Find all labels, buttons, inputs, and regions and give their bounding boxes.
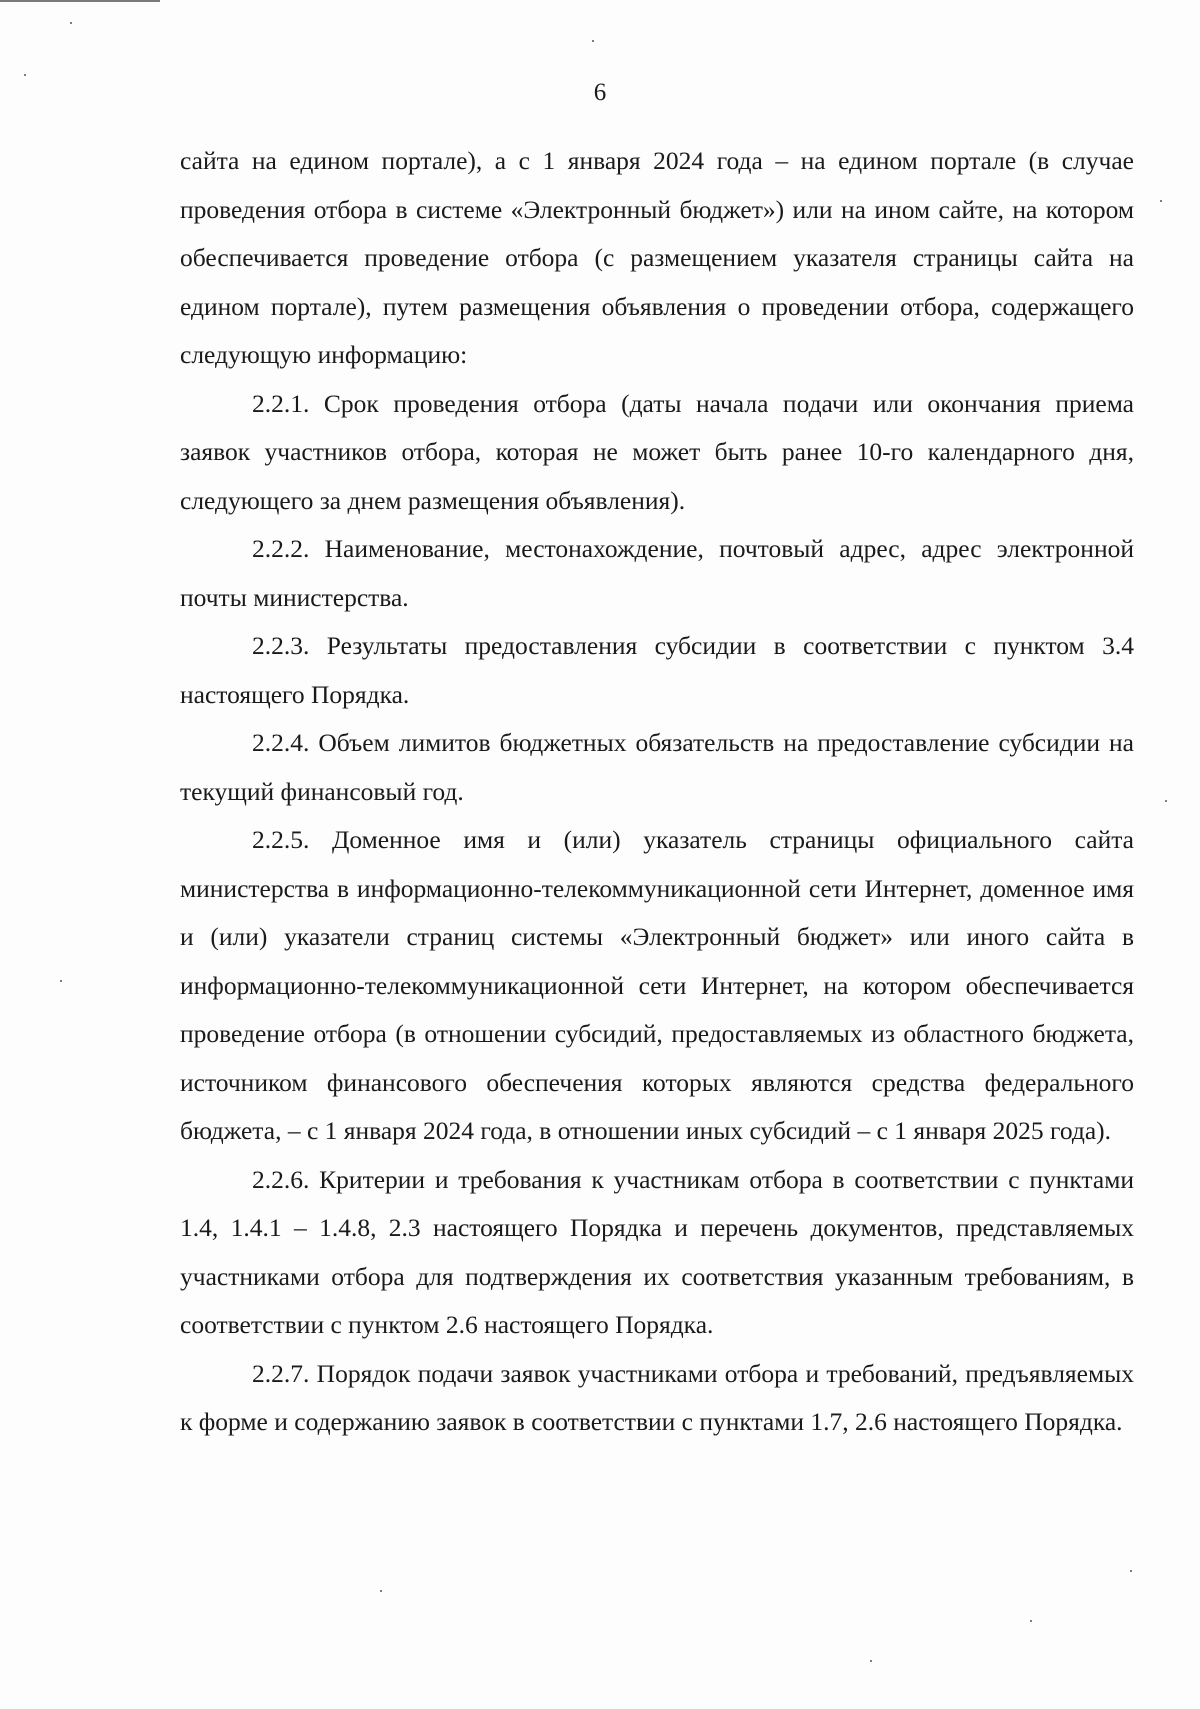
paragraph-2-2-6: 2.2.6. Критерии и требования к участникам отбора в соответствии с пунктами 1.4, 1.4.1 – 1.4.8, 2.3 настоящего Порядка и перечень документов, представляемых участниками отбора для подтверждения их соответствия указанным требованиям, в соответствии с пунктом 2.6 настоящего Порядка. (180, 1164, 1134, 1339)
paragraph-2-2-7: 2.2.7. Порядок подачи заявок участниками отбора и требований, предъявляемых к форме и содержанию заявок в соответствии с пунктами 1.7, 2.6 настоящего Порядка. (180, 1358, 1134, 1436)
paragraph-2-2-5: 2.2.5. Доменное имя и (или) указатель страницы официального сайта министерства в информационно-телекоммуникационной сети Интернет, доменное имя и (или) указатели страниц системы «Электронный бюджет» или иного сайта в информационно-телекоммуникационной сети Интернет, на котором обеспечивается проведение отбора (в отношении субсидий, предоставляемых из областного бюджета, источником финансового обеспечения которых являются средства федерального бюджета, – с 1 января 2024 года, в отношении иных субсидий – с 1 января 2025 года). (180, 825, 1134, 1145)
paragraph-2-2-1: 2.2.1. Срок проведения отбора (даты начала подачи или окончания приема заявок участников отбора, которая не может быть ранее 10-го календарного дня, следующего за днем размещения объявления). (180, 388, 1134, 515)
scan-speck (70, 22, 72, 24)
scan-speck (60, 980, 62, 982)
scan-speck (24, 74, 26, 76)
paragraph-2-2-2: 2.2.2. Наименование, местонахождение, почтовый адрес, адрес электронной почты министерства. (180, 534, 1134, 612)
page-number: 6 (593, 79, 607, 106)
scan-speck (1130, 1570, 1132, 1572)
scan-speck (870, 1660, 872, 1662)
scan-speck (1165, 800, 1167, 802)
scan-speck (592, 40, 594, 42)
scan-speck (1160, 200, 1162, 202)
scan-speck (1030, 1620, 1032, 1622)
scan-speck (380, 1590, 382, 1592)
paragraph-2-2-4: 2.2.4. Объем лимитов бюджетных обязательств на предоставление субсидии на текущий финансовый год. (180, 728, 1134, 806)
paragraph-intro: сайта на едином портале), а с 1 января 2024 года – на едином портале (в случае проведения отбора в системе «Электронный бюджет») или на ином сайте, на котором обеспечивается проведение отбора (с размещением указателя страницы сайта на едином портале), путем размещения объявления о проведении отбора, содержащего следующую информацию: (180, 146, 1134, 369)
paragraph-2-2-3: 2.2.3. Результаты предоставления субсидии в соответствии с пунктом 3.4 настоящего Порядка. (180, 631, 1134, 709)
document-body (180, 137, 1134, 1447)
scan-edge-mark (0, 0, 160, 2)
